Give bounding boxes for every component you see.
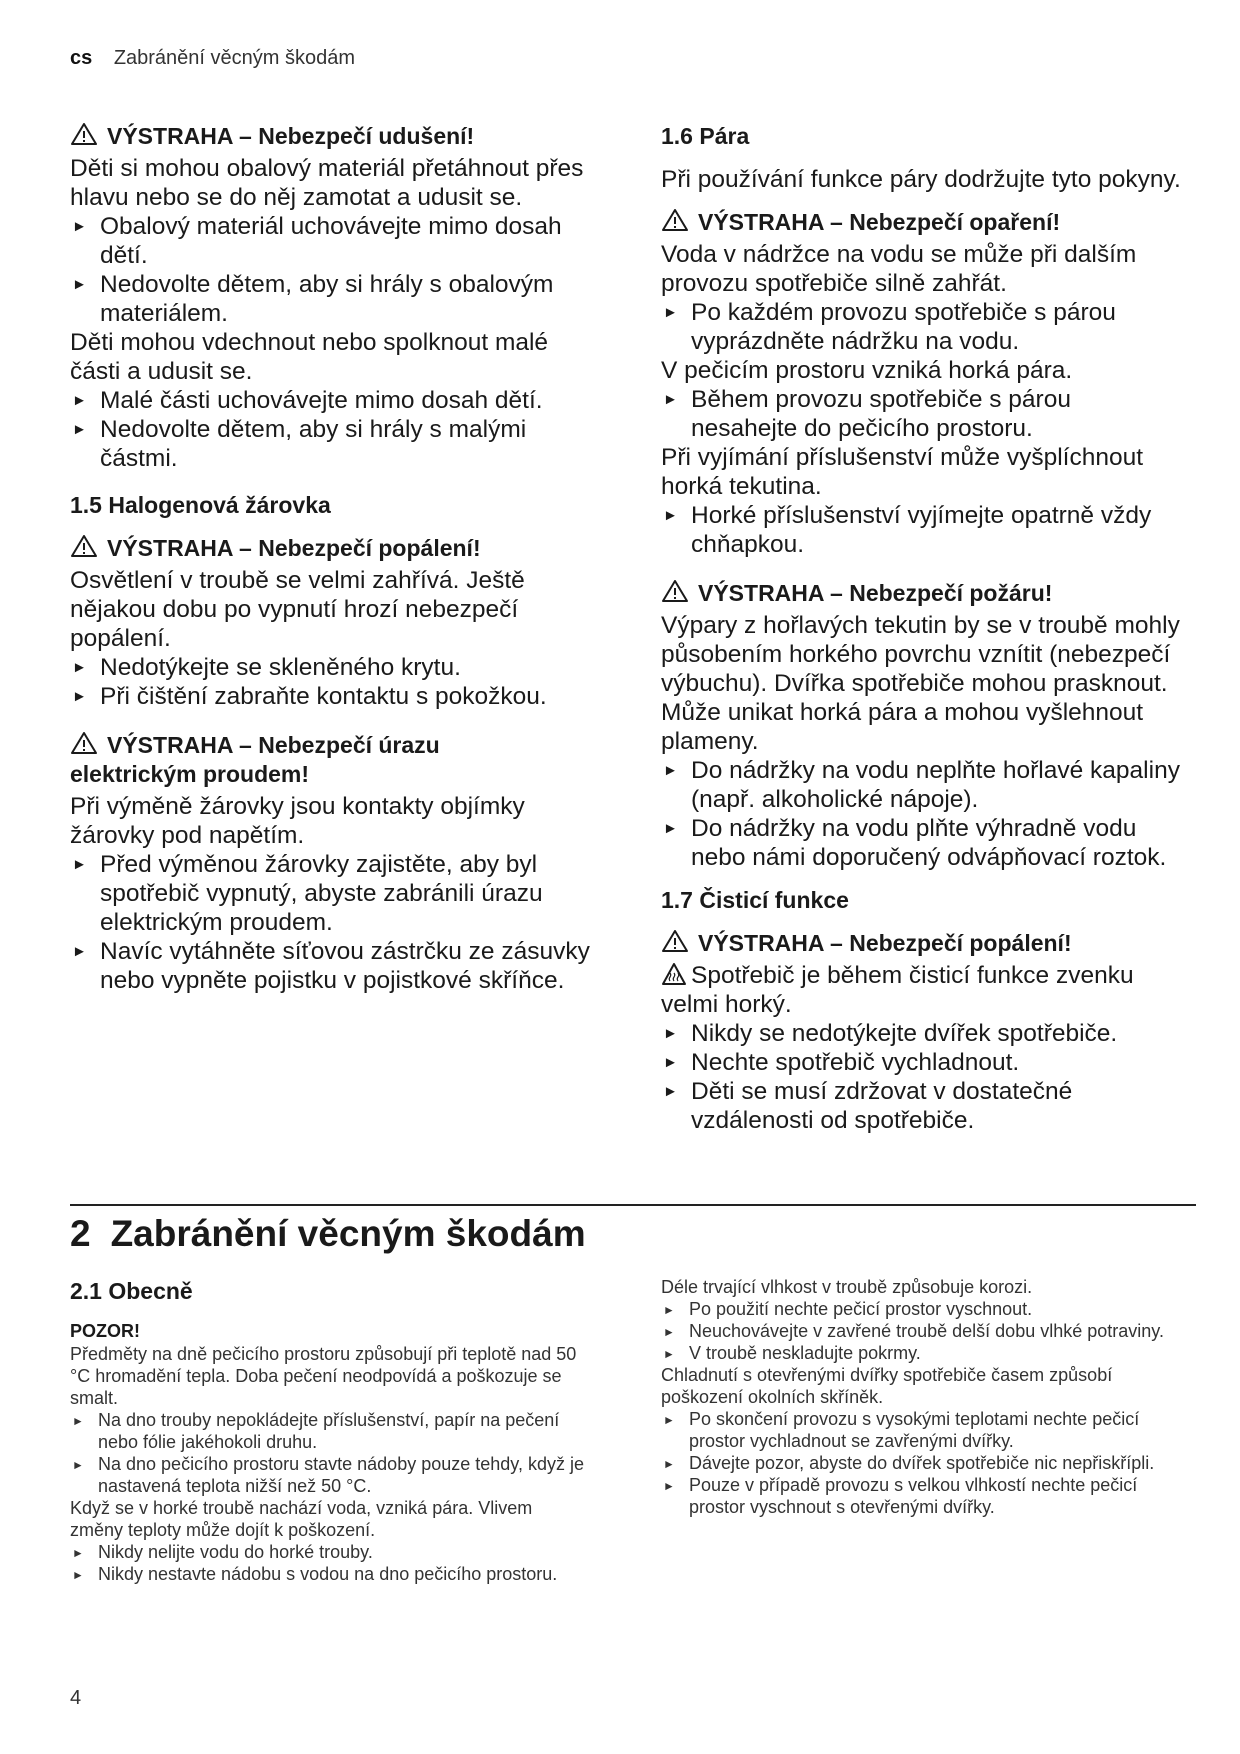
bullet-marker-icon: ►	[663, 1347, 675, 1361]
bullet-item: ► Při čištění zabraňte kontaktu s pokožkou.	[72, 683, 547, 710]
bullet-item: ► Po skončení provozu s vysokými teplotami nechte pečicí prostor vychladnout se zavřenými dvířky.	[663, 1409, 1140, 1451]
bullet-marker-icon: ►	[663, 762, 678, 779]
paragraph: Při vyjímání příslušenství může vyšplíchnout horká tekutina.	[661, 444, 1144, 500]
bullet-item: ► Nechte spotřebič vychladnout.	[663, 1049, 1020, 1076]
bullet-marker-icon: ►	[663, 1083, 678, 1100]
bullet-marker-icon: ►	[72, 421, 87, 438]
bullet-marker-icon: ►	[663, 1457, 675, 1471]
bullet-marker-icon: ►	[663, 1325, 675, 1339]
bullet-item: ► Na dno trouby nepokládejte příslušenství, papír na pečení nebo fólie jakéhokoli druhu.	[72, 1410, 560, 1452]
bullet-item: ► Horké příslušenství vyjímejte opatrně vždy chňapkou.	[663, 502, 1152, 558]
warning-triangle-icon	[70, 534, 98, 558]
bullet-item: ► Pouze v případě provozu s velkou vlhkostí nechte pečicí prostor vyschnout s otevřenými dvířky.	[663, 1475, 1138, 1517]
bullet-item: ► Nikdy nelijte vodu do horké trouby.	[72, 1542, 373, 1562]
paragraph: Děti si mohou obalový materiál přetáhnout přes hlavu nebo se do něj zamotat a udusit se.	[70, 155, 584, 211]
bullet-marker-icon: ►	[663, 304, 678, 321]
hot-surface-warning-icon	[661, 962, 687, 986]
bullet-item: ► Nedotýkejte se skleněného krytu.	[72, 654, 461, 681]
paragraph: Chladnutí s otevřenými dvířky spotřebiče časem způsobí poškození okolních skříněk.	[661, 1365, 1113, 1407]
caution-label: POZOR!	[70, 1321, 140, 1341]
bullet-item: ► Děti se musí zdržovat v dostatečné vzdálenosti od spotřebiče.	[663, 1078, 1073, 1134]
paragraph: Osvětlení v troubě se velmi zahřívá. Ještě nějakou dobu po vypnutí hrozí nebezpečí popálení.	[70, 567, 525, 652]
bullet-marker-icon: ►	[72, 856, 87, 873]
bullet-item: ► Do nádržky na vodu neplňte hořlavé kapaliny (např. alkoholické nápoje).	[663, 757, 1180, 813]
bullet-marker-icon: ►	[72, 276, 87, 293]
bullet-item: ► Nedovolte dětem, aby si hrály s malými částmi.	[72, 416, 527, 472]
section-title-text: Zabránění věcným škodám	[110, 1213, 586, 1254]
bullet-marker-icon: ►	[72, 1568, 84, 1582]
bullet-marker-icon: ►	[663, 1303, 675, 1317]
bullet-item: ► Malé části uchovávejte mimo dosah dětí.	[72, 387, 543, 414]
warning-heading: VÝSTRAHA – Nebezpečí úrazu	[70, 731, 590, 760]
bullet-marker-icon: ►	[663, 820, 678, 837]
bullet-item: ► Nedovolte dětem, aby si hrály s obalovým materiálem.	[72, 271, 554, 327]
bullet-marker-icon: ►	[72, 1414, 84, 1428]
warning-heading: VÝSTRAHA – Nebezpečí udušení!	[70, 122, 590, 151]
bullet-item: ► Po každém provozu spotřebiče s párou vyprázdněte nádržku na vodu.	[663, 299, 1116, 355]
paragraph: V pečicím prostoru vzniká horká pára.	[661, 357, 1073, 384]
paragraph: Děti mohou vdechnout nebo spolknout malé části a udusit se.	[70, 329, 549, 385]
paragraph: Spotřebič je během čisticí funkce zvenku velmi horký.	[661, 962, 1134, 1018]
bullet-item: ► Nikdy se nedotýkejte dvířek spotřebiče.	[663, 1020, 1118, 1047]
paragraph: Při výměně žárovky jsou kontakty objímky žárovky pod napětím.	[70, 793, 525, 849]
section2-right-column	[661, 1276, 1181, 1518]
bullet-marker-icon: ►	[72, 392, 87, 409]
bullet-item: ► Po použití nechte pečicí prostor vyschnout.	[663, 1299, 1033, 1319]
warning-triangle-icon	[70, 122, 98, 146]
language-code: cs	[70, 47, 93, 69]
bullet-marker-icon: ►	[72, 943, 87, 960]
bullet-marker-icon: ►	[72, 218, 87, 235]
bullet-item: ► Během provozu spotřebiče s párou nesahejte do pečicího prostoru.	[663, 386, 1071, 442]
bullet-item: ► V troubě neskladujte pokrmy.	[663, 1343, 921, 1363]
running-header	[70, 47, 355, 70]
bullet-marker-icon: ►	[663, 1413, 675, 1427]
paragraph: Výpary z hořlavých tekutin by se v troubě mohly působením horkého povrchu vznítit (nebezpečí výbuchu). Dvířka spotřebiče mohou prasknout. Může unikat horká pára a mohou vyšlehnout plameny.	[661, 612, 1180, 755]
section-title	[70, 1209, 586, 1259]
warning-triangle-icon	[661, 208, 689, 232]
right-column	[661, 122, 1181, 1135]
bullet-item: ► Nikdy nestavte nádobu s vodou na dno pečicího prostoru.	[72, 1564, 558, 1584]
bullet-marker-icon: ►	[663, 1479, 675, 1493]
section-number: 2	[70, 1213, 91, 1254]
warning-heading: VÝSTRAHA – Nebezpečí opaření!	[661, 208, 1181, 237]
bullet-item: ► Do nádržky na vodu plňte výhradně vodu nebo námi doporučený odvápňovací roztok.	[663, 815, 1167, 871]
page-number: 4	[70, 1687, 82, 1709]
bullet-item: ► Před výměnou žárovky zajistěte, aby byl spotřebič vypnutý, abyste zabránili úrazu elektrickým proudem.	[72, 851, 543, 936]
subsection-heading: 1.7 Čisticí funkce	[661, 887, 849, 913]
left-column	[70, 122, 590, 995]
bullet-marker-icon: ►	[663, 391, 678, 408]
subsection-heading: 1.6 Pára	[661, 123, 750, 149]
warning-triangle-icon	[661, 929, 689, 953]
bullet-marker-icon: ►	[663, 507, 678, 524]
bullet-item: ► Navíc vytáhněte síťovou zástrčku ze zásuvky nebo vypněte pojistku v pojistkové skříňce.	[72, 938, 590, 994]
bullet-marker-icon: ►	[72, 1546, 84, 1560]
subsection-heading: 2.1 Obecně	[70, 1278, 193, 1304]
subsection-heading: 1.5 Halogenová žárovka	[70, 492, 331, 518]
bullet-marker-icon: ►	[72, 1458, 84, 1472]
bullet-item: ► Dávejte pozor, abyste do dvířek spotřebiče nic nepřiskřípli.	[663, 1453, 1155, 1473]
paragraph: Když se v horké troubě nachází voda, vzniká pára. Vlivem změny teploty může dojít k poškození.	[70, 1498, 533, 1540]
section2-left-column	[70, 1276, 590, 1585]
warning-heading: VÝSTRAHA – Nebezpečí popálení!	[661, 929, 1181, 958]
bullet-marker-icon: ►	[72, 659, 87, 676]
bullet-marker-icon: ►	[663, 1025, 678, 1042]
paragraph: Déle trvající vlhkost v troubě způsobuje korozi.	[661, 1277, 1033, 1297]
warning-heading: VÝSTRAHA – Nebezpečí požáru!	[661, 579, 1181, 608]
section-divider	[70, 1204, 1196, 1206]
bullet-item: ► Obalový materiál uchovávejte mimo dosah dětí.	[72, 213, 562, 269]
paragraph: Voda v nádržce na vodu se může při dalším provozu spotřebiče silně zahřát.	[661, 241, 1137, 297]
bullet-marker-icon: ►	[663, 1054, 678, 1071]
warning-heading: VÝSTRAHA – Nebezpečí popálení!	[70, 534, 590, 563]
running-header-title: Zabránění věcným škodám	[113, 47, 356, 69]
paragraph: Při používání funkce páry dodržujte tyto pokyny.	[661, 166, 1181, 193]
warning-triangle-icon	[70, 731, 98, 755]
paragraph: Předměty na dně pečicího prostoru způsobují při teplotě nad 50 °C hromadění tepla. Doba pečení neodpovídá a poškozuje se smalt.	[70, 1344, 577, 1408]
bullet-item: ► Neuchovávejte v zavřené troubě delší dobu vlhké potraviny.	[663, 1321, 1164, 1341]
bullet-marker-icon: ►	[72, 688, 87, 705]
warning-triangle-icon	[661, 579, 689, 603]
warning-heading-continued: elektrickým proudem!	[70, 761, 310, 787]
bullet-item: ► Na dno pečicího prostoru stavte nádoby pouze tehdy, když je nastavená teplota nižší než 50 °C.	[72, 1454, 584, 1496]
